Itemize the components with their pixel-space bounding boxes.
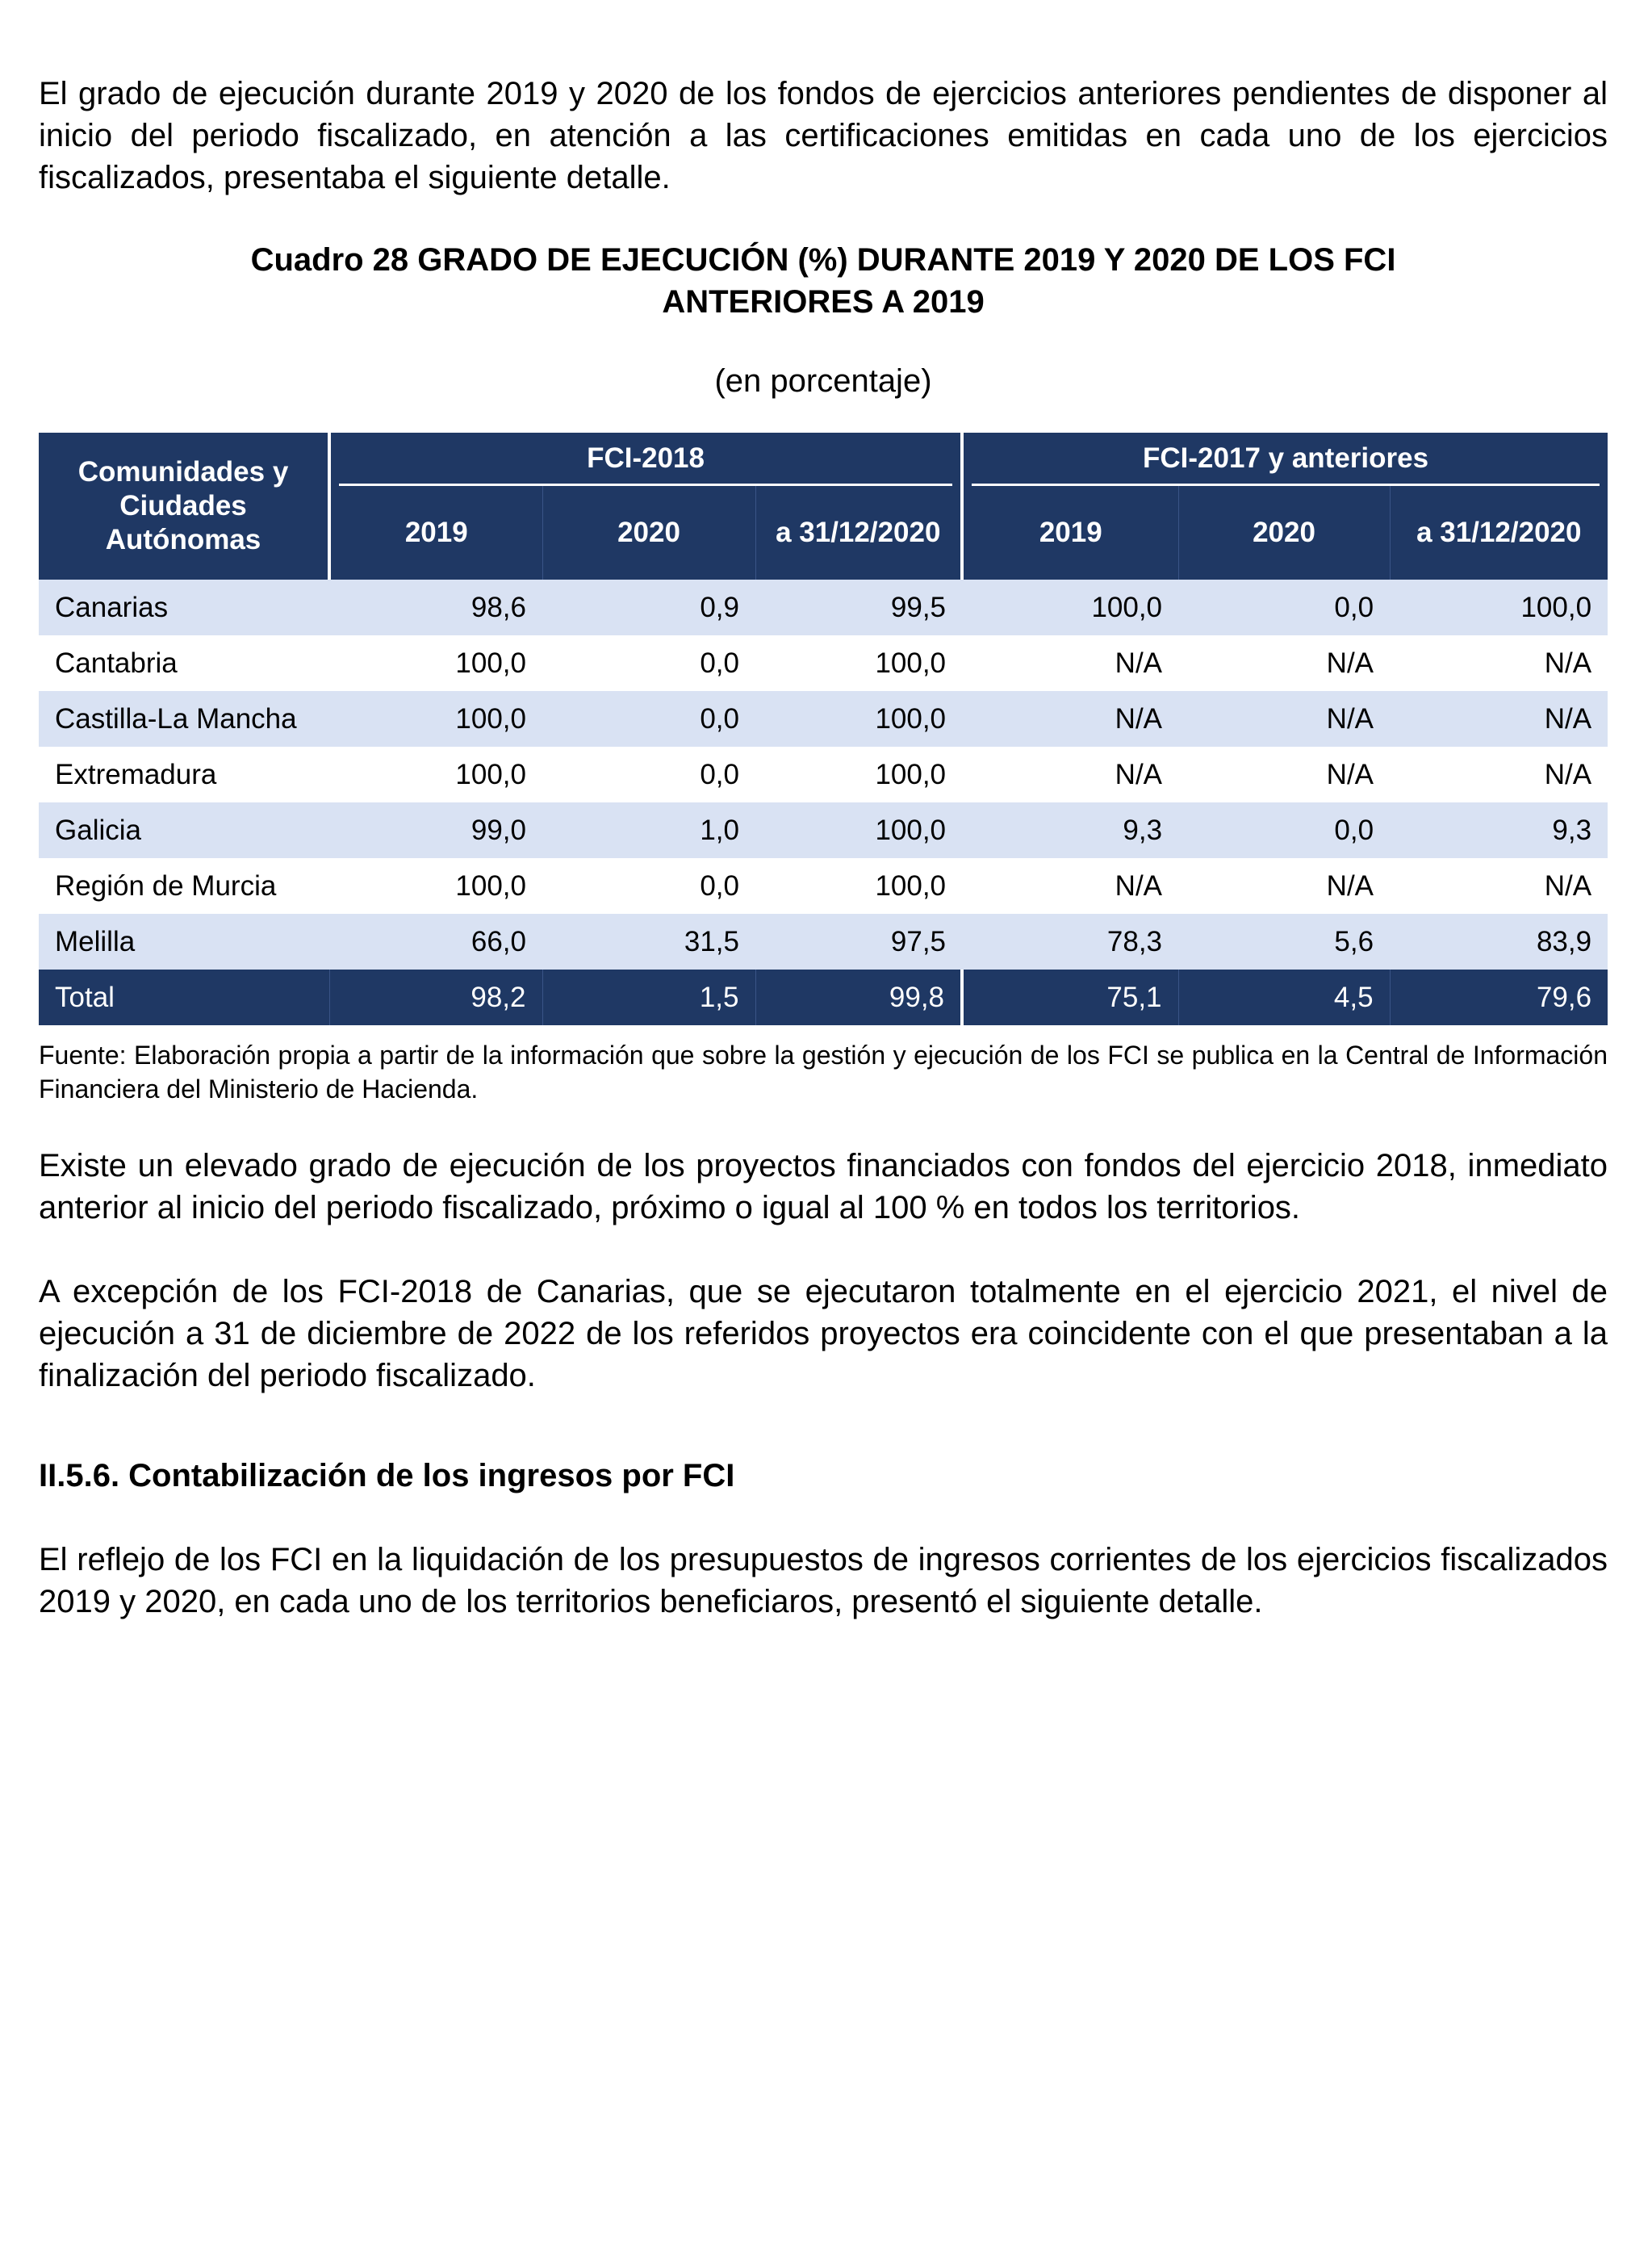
total-cell: 99,8: [755, 970, 962, 1025]
total-cell: 4,5: [1178, 970, 1390, 1025]
row-name: Cantabria: [39, 635, 329, 691]
table-cell: 97,5: [755, 914, 962, 970]
table-cell: 100,0: [755, 858, 962, 914]
group-header-fci-2017: [962, 433, 1608, 486]
table-cell: N/A: [1390, 747, 1608, 802]
table-row: [39, 747, 1608, 802]
paragraph-canarias-exception: A excepción de los FCI-2018 de Canarias, que se ejecutaron totalmente en el ejercicio 2021, el nivel de ejecución a 31 de diciembre de 2022 de los referidos proyectos era coincidente con el que presentaban a la finalización del periodo fiscalizado.: [39, 1274, 1608, 1393]
group-header-fci-2018-label: FCI-2018: [339, 434, 952, 486]
column-header: 2019: [962, 486, 1178, 580]
row-name: Melilla: [39, 914, 329, 970]
table-cell: 98,6: [329, 580, 542, 635]
table-cell: 1,0: [542, 802, 755, 858]
table-cell: 83,9: [1390, 914, 1608, 970]
table-row: [39, 691, 1608, 747]
table-cell: 0,0: [542, 858, 755, 914]
table-cell: 0,0: [542, 747, 755, 802]
column-header: a 31/12/2020: [755, 486, 962, 580]
table-source-note: Fuente: Elaboración propia a partir de la información que sobre la gestión y ejecución de los FCI se publica en la Central de Información Financiera del Ministerio de Hacienda.: [39, 1041, 1608, 1104]
table-cell: 0,0: [1178, 802, 1390, 858]
table-total-row: [39, 970, 1608, 1025]
table-row: [39, 914, 1608, 970]
table-cell: N/A: [1178, 635, 1390, 691]
table-cell: 99,0: [329, 802, 542, 858]
table-cell: 0,0: [542, 691, 755, 747]
table-row: [39, 858, 1608, 914]
table-cell: 0,9: [542, 580, 755, 635]
table-cell: 100,0: [1390, 580, 1608, 635]
column-header: 2020: [1178, 486, 1390, 580]
paragraph-execution-level: Existe un elevado grado de ejecución de los proyectos financiados con fondos del ejercicio 2018, inmediato anterior al inicio del periodo fiscalizado, próximo o igual al 100 % en todos los territorios.: [39, 1148, 1608, 1225]
group-header-fci-2017-label: FCI-2017 y anteriores: [972, 434, 1600, 486]
table-cell: 100,0: [329, 747, 542, 802]
row-name: Castilla-La Mancha: [39, 691, 329, 747]
table-cell: N/A: [1178, 747, 1390, 802]
table-row: [39, 635, 1608, 691]
table-cell: N/A: [1390, 635, 1608, 691]
table-cell: 78,3: [962, 914, 1178, 970]
corner-header: Comunidades y Ciudades Autónomas: [39, 433, 329, 580]
intro-paragraph: El grado de ejecución durante 2019 y 2020 de los fondos de ejercicios anteriores pendientes de disponer al inicio del periodo fiscalizado, en atención a las certificaciones emitidas en cada uno de los ejercicios fiscalizados, presentaba el siguiente detalle.: [39, 76, 1608, 195]
table-cell: 100,0: [755, 635, 962, 691]
table-cell: 9,3: [962, 802, 1178, 858]
table-cell: N/A: [1390, 858, 1608, 914]
table-cell: 66,0: [329, 914, 542, 970]
group-header-fci-2018: [329, 433, 962, 486]
table-cell: N/A: [1178, 858, 1390, 914]
table-cell: 100,0: [329, 858, 542, 914]
table-cell: 100,0: [755, 802, 962, 858]
table-cell: N/A: [962, 691, 1178, 747]
table-caption-subtitle: (en porcentaje): [714, 363, 932, 399]
table-caption-title: Cuadro 28 GRADO DE EJECUCIÓN (%) DURANTE 2019 Y 2020 DE LOS FCI ANTERIORES A 2019: [250, 242, 1396, 320]
column-header: a 31/12/2020: [1390, 486, 1608, 580]
execution-table: [39, 433, 1608, 1025]
total-label: Total: [39, 970, 329, 1025]
table-cell: N/A: [962, 747, 1178, 802]
table-cell: N/A: [1178, 691, 1390, 747]
table-cell: 0,0: [1178, 580, 1390, 635]
table-row: [39, 580, 1608, 635]
row-name: Canarias: [39, 580, 329, 635]
table-cell: 100,0: [329, 691, 542, 747]
table-cell: 31,5: [542, 914, 755, 970]
table-row: [39, 802, 1608, 858]
paragraph-income-accounting: El reflejo de los FCI en la liquidación de los presupuestos de ingresos corrientes de los ejercicios fiscalizados 2019 y 2020, en cada uno de los territorios beneficiaros, presentó el siguiente detalle.: [39, 1542, 1608, 1619]
row-name: Extremadura: [39, 747, 329, 802]
table-cell: N/A: [962, 635, 1178, 691]
column-header: 2020: [542, 486, 755, 580]
table-cell: N/A: [962, 858, 1178, 914]
table-cell: 99,5: [755, 580, 962, 635]
table-cell: 100,0: [329, 635, 542, 691]
total-cell: 1,5: [542, 970, 755, 1025]
row-name: Galicia: [39, 802, 329, 858]
total-cell: 75,1: [962, 970, 1178, 1025]
table-cell: 100,0: [755, 747, 962, 802]
column-header: 2019: [329, 486, 542, 580]
row-name: Región de Murcia: [39, 858, 329, 914]
section-heading: II.5.6. Contabilización de los ingresos por FCI: [39, 1458, 735, 1493]
total-cell: 79,6: [1390, 970, 1608, 1025]
table-cell: 9,3: [1390, 802, 1608, 858]
total-cell: 98,2: [329, 970, 542, 1025]
table-cell: 100,0: [962, 580, 1178, 635]
table-cell: 0,0: [542, 635, 755, 691]
table-cell: 5,6: [1178, 914, 1390, 970]
table-cell: 100,0: [755, 691, 962, 747]
table-cell: N/A: [1390, 691, 1608, 747]
document-page: [39, 73, 1608, 1623]
